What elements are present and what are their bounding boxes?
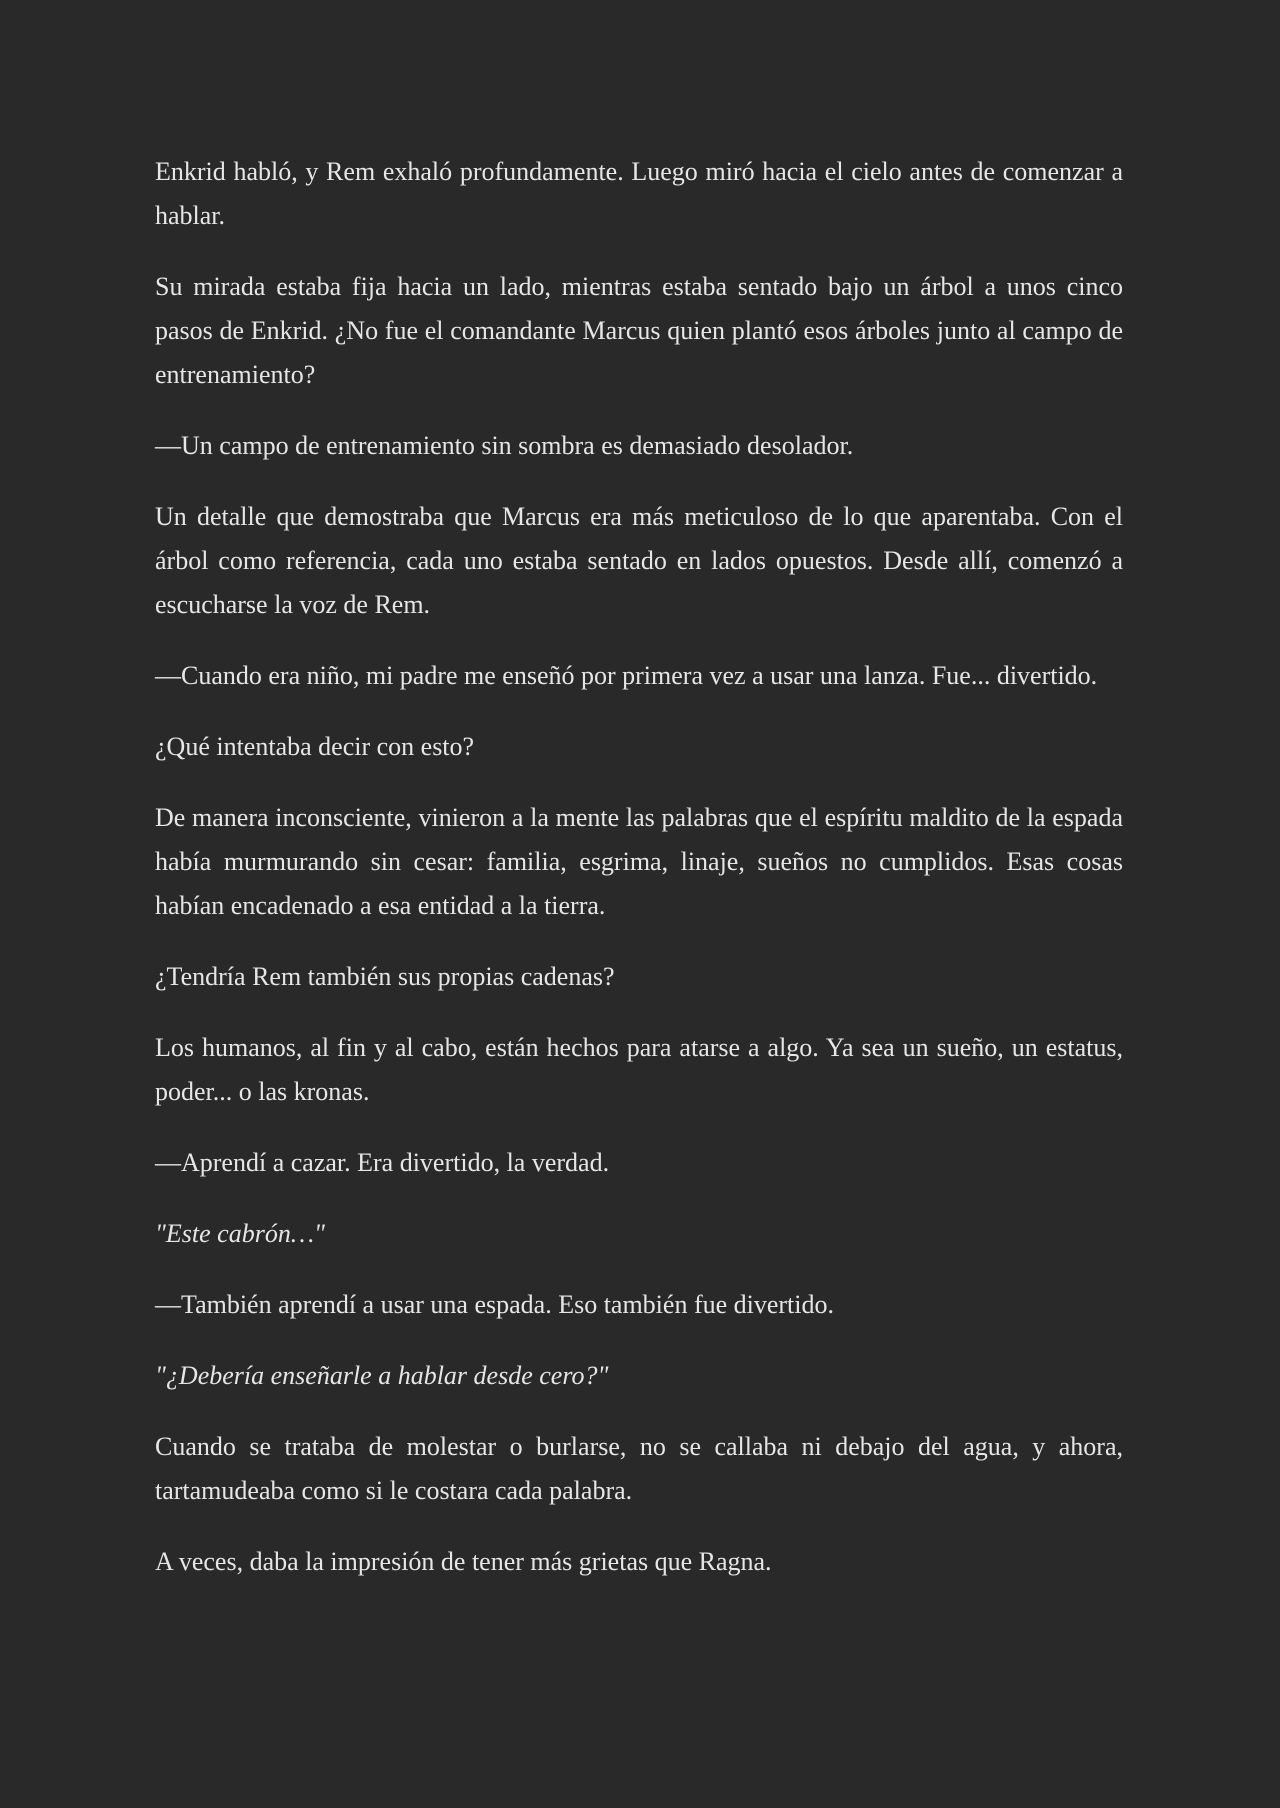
- dialogue-paragraph: —Cuando era niño, mi padre me enseñó por primera vez a usar una lanza. Fue... divertido.: [155, 661, 1098, 690]
- thought-paragraph: "Este cabrón…": [155, 1219, 325, 1248]
- thought-paragraph: "¿Debería enseñarle a hablar desde cero?": [155, 1361, 609, 1390]
- dialogue-paragraph: —Aprendí a cazar. Era divertido, la verdad.: [155, 1148, 610, 1177]
- chapter-text: [155, 150, 1123, 1584]
- dialogue-paragraph: —También aprendí a usar una espada. Eso también fue divertido.: [155, 1290, 835, 1319]
- paragraph: ¿Tendría Rem también sus propias cadenas?: [155, 962, 615, 991]
- paragraph: Su mirada estaba fija hacia un lado, mientras estaba sentado bajo un árbol a unos cinco pasos de Enkrid. ¿No fue el comandante Marcus quien plantó esos árboles junto al campo de entrenamiento?: [155, 272, 1123, 389]
- paragraph: Enkrid habló, y Rem exhaló profundamente. Luego miró hacia el cielo antes de comenzar a hablar.: [155, 157, 1123, 230]
- dialogue-paragraph: —Un campo de entrenamiento sin sombra es demasiado desolador.: [155, 431, 854, 460]
- paragraph: Los humanos, al fin y al cabo, están hechos para atarse a algo. Ya sea un sueño, un estatus, poder... o las kronas.: [155, 1033, 1123, 1106]
- paragraph: De manera inconsciente, vinieron a la mente las palabras que el espíritu maldito de la espada había murmurando sin cesar: familia, esgrima, linaje, sueños no cumplidos. Esas cosas habían encadenado a esa entidad a la tierra.: [155, 803, 1123, 920]
- paragraph: ¿Qué intentaba decir con esto?: [155, 732, 475, 761]
- paragraph: Un detalle que demostraba que Marcus era más meticuloso de lo que aparentaba. Con el árbol como referencia, cada uno estaba sentado en lados opuestos. Desde allí, comenzó a escucharse la voz de Rem.: [155, 502, 1123, 619]
- paragraph: Cuando se trataba de molestar o burlarse, no se callaba ni debajo del agua, y ahora, tartamudeaba como si le costara cada palabra.: [155, 1432, 1123, 1505]
- paragraph: A veces, daba la impresión de tener más grietas que Ragna.: [155, 1547, 772, 1576]
